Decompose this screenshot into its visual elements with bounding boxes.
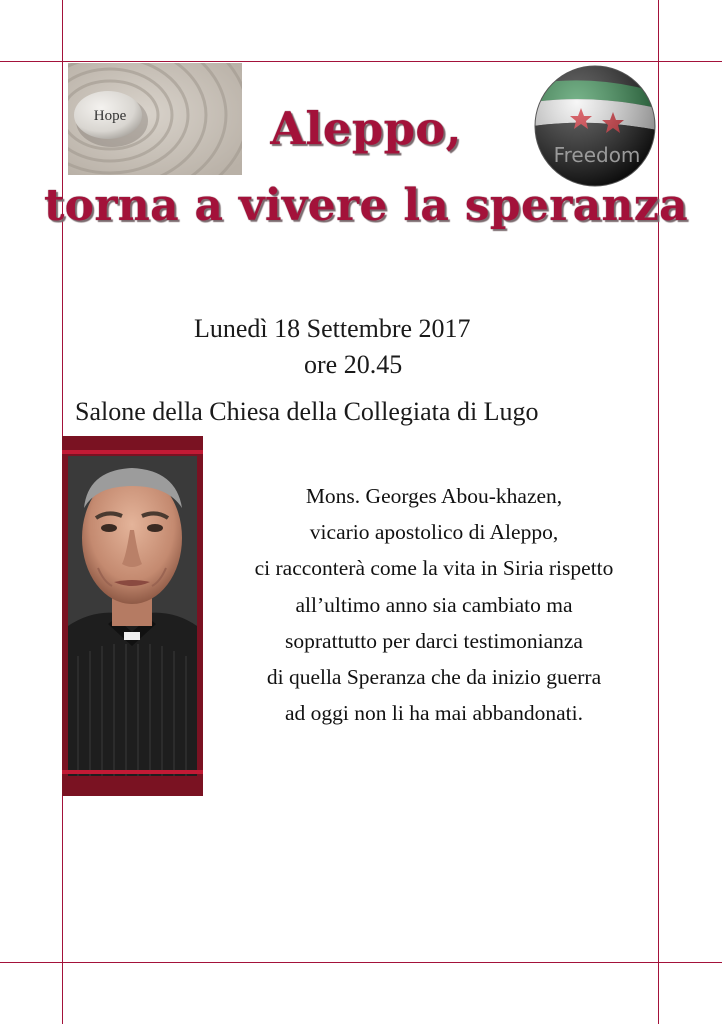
event-date: Lunedì 18 Settembre 2017 <box>194 314 471 343</box>
freedom-label: Freedom <box>553 143 641 167</box>
description-line: soprattutto per darci testimonianza <box>285 628 583 653</box>
hope-label: Hope <box>93 108 127 124</box>
portrait-photo <box>62 436 203 796</box>
event-venue: Salone della Chiesa della Collegiata di Lugo <box>75 397 539 426</box>
portrait-image <box>68 456 197 776</box>
description-line: Mons. Georges Abou-khazen, <box>305 484 563 508</box>
description-line: ci racconterà come la vita in Siria rispetto <box>254 556 614 581</box>
event-description <box>212 478 656 731</box>
description-line: ad oggi non li ha mai abbandonati. <box>285 701 583 726</box>
event-time: ore 20.45 <box>304 350 403 379</box>
title-line-2: torna a vivere la speranza <box>44 180 688 231</box>
photo-bottom-bar <box>62 770 203 774</box>
description-line: vicario apostolico di Aleppo, <box>309 520 559 545</box>
title-line-1: Aleppo, <box>270 102 462 155</box>
description-line: di quella Speranza che da inizio guerra <box>266 665 602 690</box>
description-line: all’ultimo anno sia cambiato ma <box>295 592 573 617</box>
bottom-rule <box>0 962 722 963</box>
photo-top-bar <box>62 450 203 454</box>
top-rule <box>0 61 722 62</box>
